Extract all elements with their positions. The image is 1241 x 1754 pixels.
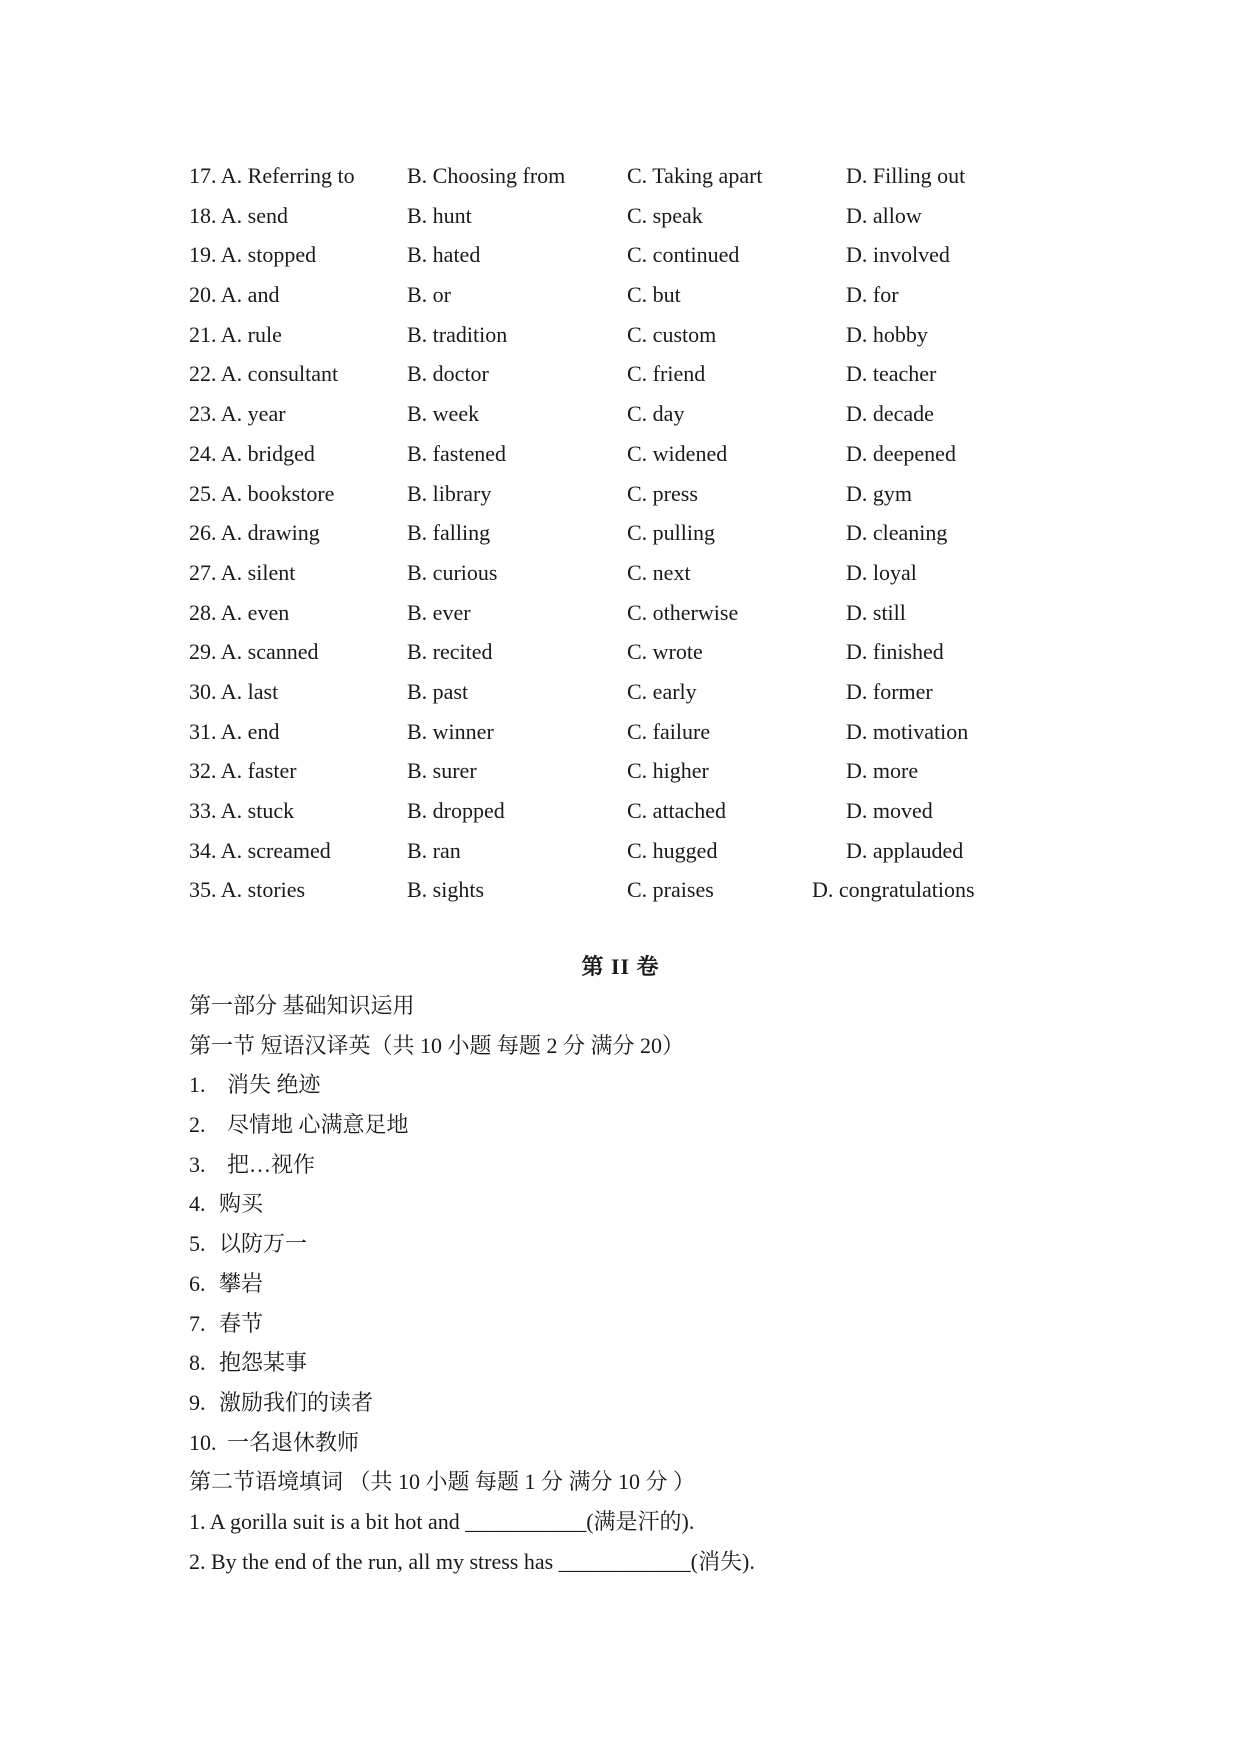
phrase-item [189, 1266, 1089, 1306]
option-a: 32. A. faster [189, 758, 297, 784]
option-d: D. still [846, 599, 906, 625]
option-b: B. curious [407, 559, 498, 585]
phrase-text: 购买 [219, 1191, 264, 1217]
phrase-item [189, 1425, 1089, 1465]
phrase-number: 6. [189, 1270, 206, 1296]
option-d: D. loyal [846, 559, 917, 585]
choice-row [189, 753, 1049, 793]
option-b: B. hated [407, 242, 481, 268]
option-c: C. otherwise [627, 599, 739, 625]
part-heading: 第一部分 基础知识运用 [189, 993, 415, 1018]
phrase-text: 消失 绝迹 [227, 1072, 321, 1098]
phrase-item [189, 1147, 1089, 1187]
option-c: C. praises [627, 877, 714, 903]
phrase-number: 9. [189, 1389, 206, 1415]
phrase-text: 攀岩 [219, 1270, 264, 1296]
option-d: D. allow [846, 202, 922, 228]
option-a: 35. A. stories [189, 877, 306, 903]
option-b: B. ever [407, 599, 471, 625]
choice-row [189, 833, 1049, 873]
phrase-item [189, 1186, 1089, 1226]
option-a: 22. A. consultant [189, 361, 339, 387]
option-b: B. recited [407, 639, 493, 665]
option-c: C. attached [627, 798, 726, 823]
option-c: C. widened [627, 440, 728, 466]
option-d: D. moved [846, 798, 933, 823]
choice-row [189, 515, 1049, 555]
option-c: C. continued [627, 242, 740, 268]
option-c: C. next [627, 559, 691, 585]
option-d: D. teacher [846, 361, 937, 387]
phrase-item [189, 1306, 1089, 1346]
option-b: B. winner [407, 718, 494, 744]
phrase-number: 5. [189, 1231, 206, 1257]
option-c: C. but [627, 282, 681, 308]
option-b: B. library [407, 480, 492, 506]
choice-row [189, 277, 1049, 317]
phrase-text: 激励我们的读者 [219, 1389, 374, 1415]
option-b: B. past [407, 678, 469, 704]
option-c: C. Taking apart [627, 163, 763, 188]
option-a: 28. A. even [189, 599, 290, 625]
option-b: B. surer [407, 758, 477, 784]
option-a: 33. A. stuck [189, 798, 295, 823]
fill-sentence: 1. A gorilla suit is a bit hot and ___________(满是汗的). [189, 1508, 695, 1534]
option-c: C. friend [627, 361, 706, 387]
option-b: B. Choosing from [407, 163, 566, 188]
option-c: C. day [627, 401, 685, 427]
option-a: 29. A. scanned [189, 639, 319, 665]
section-heading: 第一节 短语汉译英（共 10 小题 每题 2 分 满分 20） [189, 1032, 685, 1058]
choice-row [189, 237, 1049, 277]
option-d: D. congratulations [812, 877, 975, 903]
option-a: 19. A. stopped [189, 242, 317, 268]
option-b: B. doctor [407, 361, 489, 387]
section-heading: 第二节语境填词 （共 10 小题 每题 1 分 满分 10 分 ） [189, 1469, 696, 1495]
phrase-number: 2. [189, 1112, 206, 1138]
option-a: 21. A. rule [189, 321, 282, 347]
phrase-text: 一名退休教师 [227, 1429, 360, 1455]
phrase-text: 春节 [219, 1310, 264, 1336]
choice-row [189, 476, 1049, 516]
option-a: 31. A. end [189, 718, 280, 744]
option-b: B. falling [407, 520, 491, 546]
option-a: 20. A. and [189, 282, 280, 308]
phrase-text: 抱怨某事 [219, 1350, 308, 1376]
choice-row [189, 436, 1049, 476]
option-b: B. ran [407, 837, 461, 863]
phrase-item [189, 1067, 1089, 1107]
option-a: 26. A. drawing [189, 520, 320, 546]
option-d: D. cleaning [846, 520, 948, 546]
option-c: C. speak [627, 202, 703, 228]
choice-row [189, 198, 1049, 238]
choice-row [189, 317, 1049, 357]
phrase-number: 10. [189, 1429, 217, 1455]
phrase-number: 3. [189, 1151, 206, 1177]
part-two [189, 988, 1089, 1583]
option-a: 18. A. send [189, 202, 288, 228]
option-d: D. gym [846, 480, 912, 506]
option-b: B. hunt [407, 202, 472, 228]
section-title: 第 II 卷 [581, 954, 660, 979]
option-b: B. or [407, 282, 451, 308]
option-a: 24. A. bridged [189, 440, 315, 466]
fill-sentence: 2. By the end of the run, all my stress has ____________(消失). [189, 1548, 755, 1574]
option-d: D. applauded [846, 837, 964, 863]
phrase-item [189, 1107, 1089, 1147]
choice-row [189, 674, 1049, 714]
phrase-item [189, 1345, 1089, 1385]
choice-row [189, 356, 1049, 396]
option-d: D. hobby [846, 321, 928, 347]
option-d: D. decade [846, 401, 934, 427]
option-b: B. sights [407, 877, 485, 903]
option-d: D. more [846, 758, 919, 784]
choice-row [189, 793, 1049, 833]
option-c: C. higher [627, 758, 709, 784]
choice-row [189, 872, 1049, 912]
choice-row [189, 595, 1049, 635]
phrase-text: 把…视作 [227, 1151, 316, 1177]
phrase-number: 7. [189, 1310, 206, 1336]
multiple-choice-options [189, 158, 1049, 912]
option-a: 25. A. bookstore [189, 480, 335, 506]
phrase-number: 1. [189, 1072, 206, 1098]
phrase-text: 尽情地 心满意足地 [227, 1112, 409, 1138]
option-c: C. pulling [627, 520, 716, 546]
option-d: D. for [846, 282, 899, 308]
phrase-item [189, 1226, 1089, 1266]
option-b: B. tradition [407, 321, 508, 347]
option-d: D. motivation [846, 718, 969, 744]
option-b: B. fastened [407, 440, 506, 466]
choice-row [189, 634, 1049, 674]
option-b: B. week [407, 401, 480, 427]
option-a: 17. A. Referring to [189, 163, 355, 188]
option-c: C. early [627, 678, 697, 704]
option-c: C. press [627, 480, 698, 506]
option-a: 23. A. year [189, 401, 286, 427]
option-b: B. dropped [407, 798, 505, 823]
phrase-text: 以防万一 [219, 1231, 308, 1257]
option-c: C. custom [627, 321, 717, 347]
option-d: D. involved [846, 242, 950, 268]
option-c: C. hugged [627, 837, 718, 863]
choice-row [189, 555, 1049, 595]
choice-row [189, 714, 1049, 754]
option-a: 34. A. screamed [189, 837, 331, 863]
phrase-number: 4. [189, 1191, 206, 1217]
option-d: D. finished [846, 639, 944, 665]
option-a: 27. A. silent [189, 559, 296, 585]
choice-row [189, 158, 1049, 198]
option-c: C. failure [627, 718, 711, 744]
phrase-item [189, 1385, 1089, 1425]
option-a: 30. A. last [189, 678, 279, 704]
option-d: D. Filling out [846, 163, 966, 188]
phrase-number: 8. [189, 1350, 206, 1376]
choice-row [189, 396, 1049, 436]
option-d: D. deepened [846, 440, 956, 466]
option-d: D. former [846, 678, 933, 704]
option-c: C. wrote [627, 639, 703, 665]
